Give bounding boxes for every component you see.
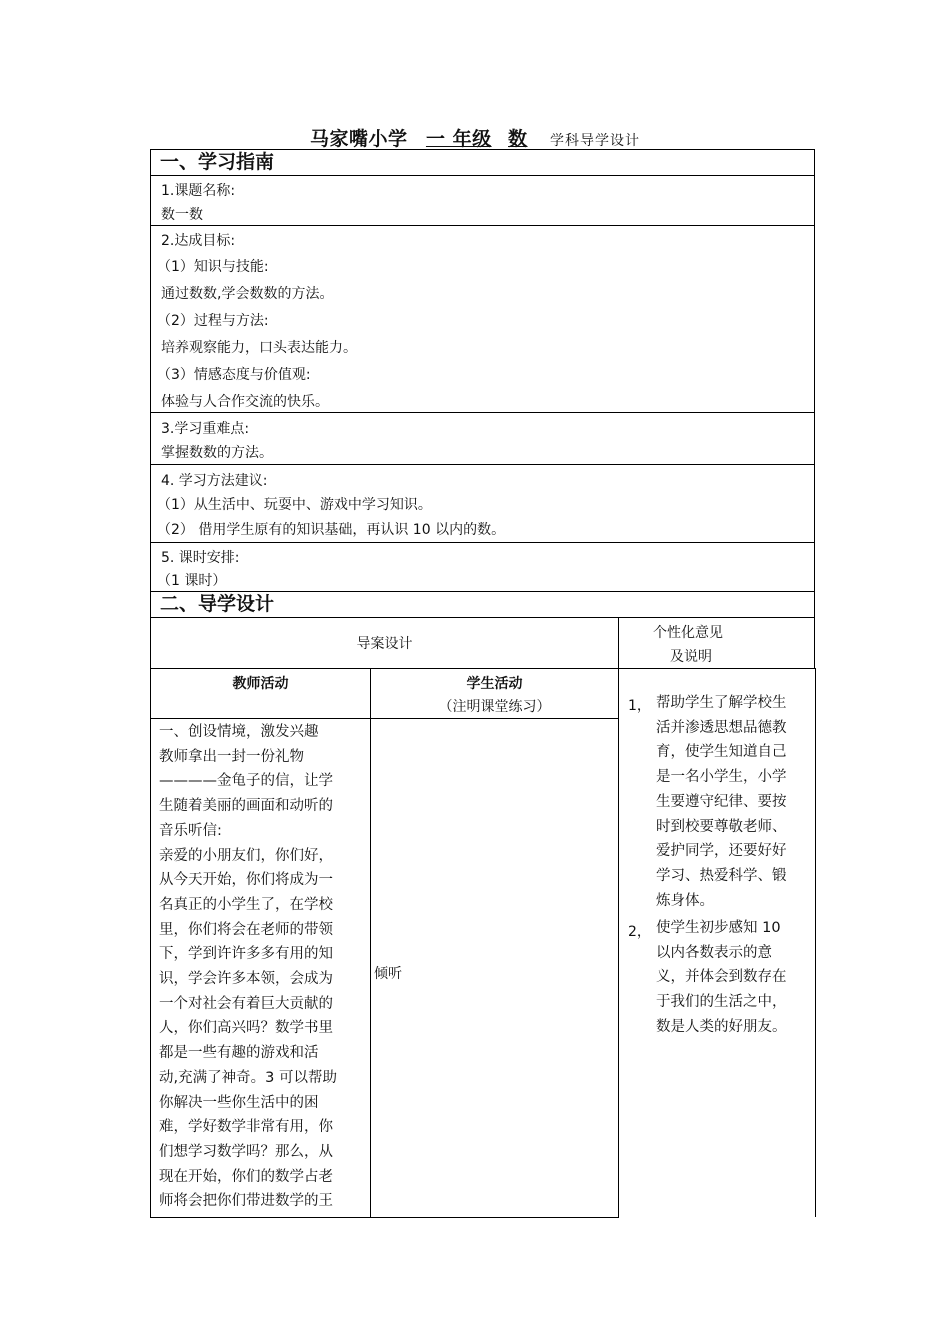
teacher-activity-line: 你解决一些你生活中的困 <box>159 1094 319 1111</box>
method-1: （1）从生活中、玩耍中、游戏中学习知识。 <box>157 497 432 513</box>
goal-attitude-label: （3）情感态度与价值观: <box>157 367 311 383</box>
teacher-activity-line: 一、创设情境，激发兴趣 <box>159 724 319 740</box>
document-title <box>0 124 950 151</box>
note-line: 义，并体会到数存在 <box>656 969 787 986</box>
schedule-label: 5. 课时安排: <box>161 550 240 566</box>
goals-box <box>150 225 815 413</box>
schedule-value: （1 课时） <box>157 573 227 589</box>
teacher-activity-line: 教师拿出一封一份礼物 <box>159 748 304 765</box>
notes-right-border <box>815 668 816 1217</box>
schedule-box <box>150 542 815 592</box>
teacher-activity-line: 人，你们高兴吗？数学书里 <box>159 1020 333 1037</box>
teacher-activity-cell <box>150 718 371 1218</box>
teacher-header: 教师活动 <box>232 676 289 692</box>
note-line: 育，使学生知道自己 <box>656 744 787 761</box>
note-line: 于我们的生活之中， <box>656 994 787 1011</box>
keypoints-box <box>150 412 815 465</box>
teacher-activity-line: 都是一些有趣的游戏和活 <box>159 1045 319 1062</box>
methods-box <box>150 464 815 543</box>
teacher-activity-line: 生随着美丽的画面和动听的 <box>159 798 333 815</box>
topic-box <box>150 175 815 226</box>
note-line: 以内各数表示的意 <box>656 944 772 961</box>
goal-process-text: 培养观察能力，口头表达能力。 <box>161 340 357 356</box>
note-line: 帮助学生了解学校生 <box>656 695 787 711</box>
goal-attitude-text: 体验与人合作交流的快乐。 <box>161 394 329 410</box>
teacher-activity-line: 们想学习数学吗？那么，从 <box>159 1143 333 1160</box>
subject-label: 数 <box>508 128 528 150</box>
teacher-activity-line: 音乐听信: <box>159 822 222 839</box>
teacher-activity-line: 下，学到许许多多有用的知 <box>159 946 333 963</box>
personal-header-line2: 及说明 <box>670 649 712 665</box>
student-header-cell <box>370 668 619 719</box>
note-line: 生要遵守纪律、要按 <box>656 793 787 810</box>
teacher-activity-line: 识，学会许多本领，会成为 <box>159 971 333 988</box>
teacher-header-cell <box>150 668 371 719</box>
methods-label: 4. 学习方法建议: <box>161 473 268 489</box>
note-line: 炼身体。 <box>656 892 714 909</box>
student-activity-cell <box>370 718 619 1218</box>
grade-label: 一 年级 <box>425 128 492 150</box>
student-subheader: （注明课堂练习） <box>438 699 551 715</box>
note-line: 数是人类的好朋友。 <box>656 1018 787 1035</box>
note-line: 使学生初步感知 10 <box>656 920 781 936</box>
personal-header-line1: 个性化意见 <box>653 625 723 641</box>
student-header: 学生活动 <box>466 676 523 692</box>
teacher-activity-text <box>159 720 337 1214</box>
topic-label: 1.课题名称: <box>161 183 236 199</box>
personal-header-cell <box>618 617 815 669</box>
teacher-activity-line: 动,充满了神奇。3 可以帮助 <box>159 1069 337 1086</box>
note-line: 爱护同学，还要好好 <box>656 843 787 860</box>
school-name: 马家嘴小学 <box>309 128 408 150</box>
teacher-activity-line: 现在开始，你们的数学占老 <box>159 1168 333 1185</box>
topic-value: 数一数 <box>161 207 203 223</box>
note-line: 学习、热爱科学、锻 <box>656 867 787 884</box>
note-line: 活并渗透思想品德教 <box>656 719 787 736</box>
teacher-activity-line: 名真正的小学生了，在学校 <box>159 896 333 913</box>
design-label: 学科导学设计 <box>550 133 640 149</box>
student-activity-text: 倾听 <box>374 966 402 982</box>
keypoints-label: 3.学习重难点: <box>161 421 250 437</box>
note-line: 是一名小学生，小学 <box>656 769 787 786</box>
goal-knowledge-text: 通过数数,学会数数的方法。 <box>161 286 334 302</box>
teacher-activity-line: ————金龟子的信，让学 <box>159 773 333 790</box>
method-2: （2） 借用学生原有的知识基础，再认识 10 以内的数。 <box>157 522 506 538</box>
keypoints-value: 掌握数数的方法。 <box>161 445 273 461</box>
goal-process-label: （2）过程与方法: <box>157 313 269 329</box>
teacher-activity-line: 亲爱的小朋友们，你们好， <box>159 847 333 864</box>
plan-header-cell <box>150 617 619 669</box>
goal-knowledge-label: （1）知识与技能: <box>157 259 269 275</box>
teacher-activity-line: 里，你们将会在老师的带领 <box>159 921 333 938</box>
goals-label: 2.达成目标: <box>161 233 236 249</box>
teacher-activity-line: 一个对社会有着巨大贡献的 <box>159 995 333 1012</box>
note-2-number: 2， <box>628 924 651 940</box>
teacher-activity-line: 难，学好数学非常有用，你 <box>159 1119 333 1136</box>
teacher-activity-line: 从今天开始，你们将成为一 <box>159 872 333 889</box>
note-1-number: 1， <box>628 698 651 714</box>
teacher-activity-line: 师将会把你们带进数学的王 <box>159 1193 333 1210</box>
plan-header: 导案设计 <box>356 636 413 652</box>
section1-heading: 一、学习指南 <box>150 149 815 176</box>
section2-heading: 二、导学设计 <box>150 591 815 618</box>
note-line: 时到校要尊敬老师、 <box>656 818 787 835</box>
